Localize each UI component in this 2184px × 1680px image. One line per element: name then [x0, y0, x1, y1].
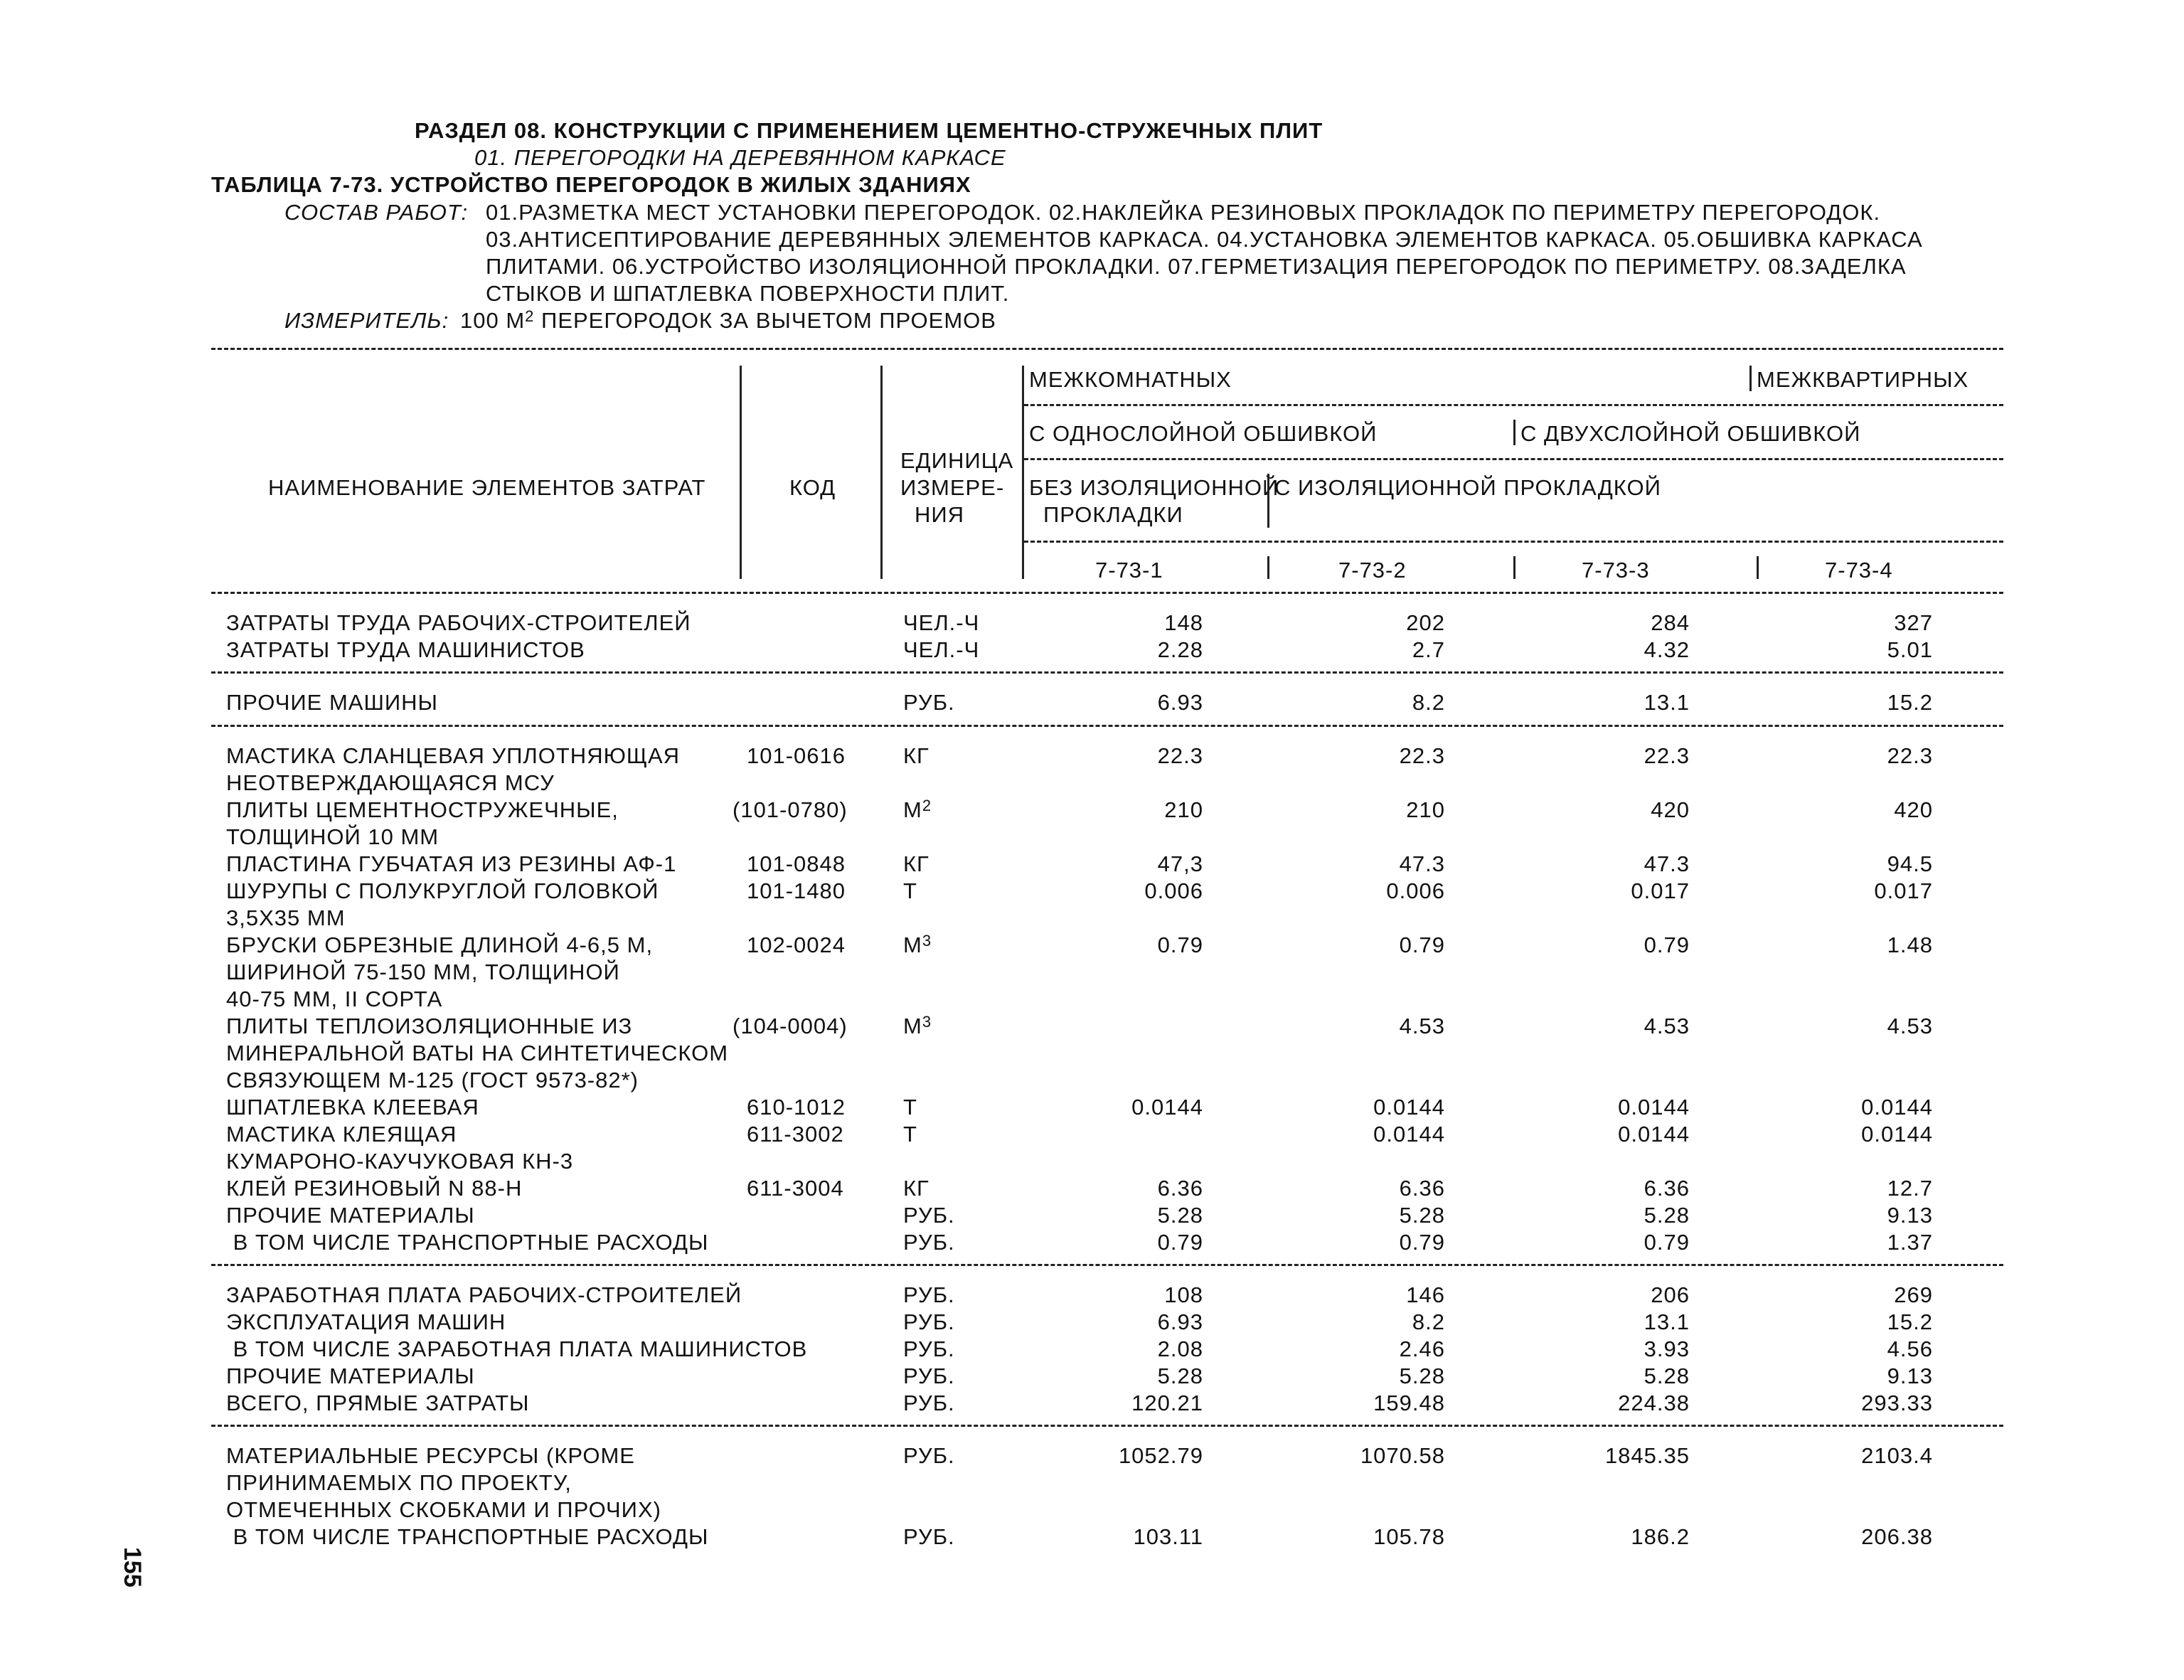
section-title: РАЗДЕЛ 08. КОНСТРУКЦИИ С ПРИМЕНЕНИЕМ ЦЕМЕНТНО-СТРУЖЕЧНЫХ ПЛИТ	[415, 118, 1323, 143]
work-label: СОСТАВ РАБОТ:	[284, 200, 469, 225]
row-code: 101-1480	[747, 878, 846, 903]
row-unit: ЧЕЛ.-Ч	[903, 637, 980, 662]
row-value-3: 13.1	[1644, 690, 1690, 715]
row-value-2: 2.7	[1412, 637, 1445, 662]
row-group-rule	[211, 1425, 2003, 1427]
row-value-1: 148	[1164, 610, 1203, 635]
row-name: МАСТИКА КЛЕЯЩАЯ	[226, 1122, 457, 1147]
row-name: БРУСКИ ОБРЕЗНЫЕ ДЛИНОЙ 4-6,5 М,	[226, 932, 654, 957]
row-value-4: 4.56	[1887, 1336, 1933, 1361]
rule-top	[211, 348, 2003, 350]
row-unit: $М^2$	[903, 797, 932, 822]
row-name: ПРОЧИЕ МАШИНЫ	[226, 690, 438, 715]
rule-head-bottom	[211, 592, 2003, 594]
row-code: (104-0004)	[733, 1014, 848, 1038]
row-name: ЭКСПЛУАТАЦИЯ МАШИН	[226, 1309, 506, 1334]
row-name: ВСЕГО, ПРЯМЫЕ ЗАТРАТЫ	[226, 1391, 530, 1415]
head-no-insul-1: БЕЗ ИЗОЛЯЦИОННОЙ	[1029, 475, 1279, 500]
row-unit: ЧЕЛ.-Ч	[903, 610, 980, 635]
row-name: ПЛИТЫ ТЕПЛОИЗОЛЯЦИОННЫЕ ИЗ	[226, 1014, 633, 1038]
row-value-3: 186.2	[1631, 1524, 1690, 1549]
row-value-1: 0.0144	[1131, 1095, 1203, 1120]
row-name: ШУРУПЫ С ПОЛУКРУГЛОЙ ГОЛОВКОЙ	[226, 878, 659, 903]
row-code: 611-3002	[747, 1122, 844, 1147]
row-value-4: 0.0144	[1861, 1122, 1933, 1147]
subsection-title: 01. ПЕРЕГОРОДКИ НА ДЕРЕВЯННОМ КАРКАСЕ	[474, 145, 1006, 170]
row-name: ОТМЕЧЕННЫХ СКОБКАМИ И ПРОЧИХ)	[226, 1497, 661, 1522]
measure-label: ИЗМЕРИТЕЛЬ:	[284, 308, 449, 333]
row-group-rule	[211, 671, 2003, 674]
row-value-2: 159.48	[1373, 1391, 1445, 1415]
head-double: С ДВУХСЛОЙНОЙ ОБШИВКОЙ	[1520, 421, 1861, 446]
row-name: 3,5Х35 ММ	[226, 905, 346, 930]
row-code: 101-0616	[747, 743, 846, 768]
sep-interapartment	[1749, 366, 1752, 391]
row-code: 101-0848	[747, 851, 846, 876]
row-value-4: 9.13	[1887, 1203, 1933, 1228]
row-value-3: 47.3	[1644, 851, 1690, 876]
row-value-1: 6.93	[1157, 1309, 1203, 1334]
row-value-1: 6.93	[1157, 690, 1203, 715]
row-value-3: 13.1	[1644, 1309, 1690, 1334]
row-name: МАТЕРИАЛЬНЫЕ РЕСУРСЫ (КРОМЕ	[226, 1443, 635, 1468]
row-name: ПРИНИМАЕМЫХ ПО ПРОЕКТУ,	[226, 1470, 572, 1495]
head-interapartment: МЕЖКВАРТИРНЫХ	[1757, 367, 1969, 392]
col-code-2: 7-73-2	[1338, 558, 1407, 583]
row-value-1: 47,3	[1157, 851, 1203, 876]
rule-h3	[1024, 541, 2003, 543]
row-value-1: 2.08	[1157, 1336, 1203, 1361]
row-value-2: 202	[1406, 610, 1445, 635]
row-value-1: 22.3	[1157, 743, 1203, 768]
row-name: ПЛАСТИНА ГУБЧАТАЯ ИЗ РЕЗИНЫ АФ-1	[226, 851, 677, 876]
table-title: ТАБЛИЦА 7-73. УСТРОЙСТВО ПЕРЕГОРОДОК В ЖИЛЫХ ЗДАНИЯХ	[211, 172, 971, 197]
row-value-2: 0.79	[1399, 1230, 1445, 1255]
row-unit: Т	[903, 1095, 917, 1120]
row-value-2: 6.36	[1399, 1176, 1445, 1201]
row-unit: $М^3$	[903, 932, 932, 957]
row-group-rule	[211, 725, 2003, 727]
row-value-2: 8.2	[1412, 1309, 1445, 1334]
row-value-3: 0.017	[1631, 878, 1690, 903]
row-value-4: 1.37	[1887, 1230, 1933, 1255]
row-name: 40-75 ММ, II СОРТА	[226, 987, 443, 1011]
row-code: 102-0024	[747, 932, 846, 957]
row-value-2: 5.28	[1399, 1203, 1445, 1228]
row-code: 611-3004	[747, 1176, 844, 1201]
row-unit: РУБ.	[903, 1203, 955, 1228]
row-unit: Т	[903, 878, 917, 903]
row-value-3: 3.93	[1644, 1336, 1690, 1361]
work-line-3: ПЛИТАМИ. 06.УСТРОЙСТВО ИЗОЛЯЦИОННОЙ ПРОКЛАДКИ. 07.ГЕРМЕТИЗАЦИЯ ПЕРЕГОРОДОК ПО ПЕРИМЕТРУ. 08.ЗАДЕЛКА	[486, 254, 1907, 279]
row-name: ПЛИТЫ ЦЕМЕНТНОСТРУЖЕЧНЫЕ,	[226, 797, 619, 822]
row-value-2: 5.28	[1399, 1363, 1445, 1388]
row-unit: РУБ.	[903, 1282, 955, 1307]
page-number: 155	[119, 1547, 146, 1588]
row-value-4: 206.38	[1861, 1524, 1933, 1549]
row-unit: КГ	[903, 743, 929, 768]
row-value-1: 0.79	[1157, 1230, 1203, 1255]
work-line-2: 03.АНТИСЕПТИРОВАНИЕ ДЕРЕВЯННЫХ ЭЛЕМЕНТОВ КАРКАСА. 04.УСТАНОВКА ЭЛЕМЕНТОВ КАРКАСА. 05.ОБШИВКА КАРКАСА	[486, 227, 1923, 252]
sep-c3	[1513, 556, 1516, 579]
sep-double	[1513, 420, 1516, 445]
row-name: КУМАРОНО-КАУЧУКОВАЯ КН-3	[226, 1149, 574, 1174]
row-unit: РУБ.	[903, 1391, 955, 1415]
row-value-3: 1845.35	[1604, 1443, 1690, 1468]
col-code-1: 7-73-1	[1095, 558, 1163, 583]
row-value-3: 0.0144	[1618, 1095, 1690, 1120]
row-name: ЗАТРАТЫ ТРУДА РАБОЧИХ-СТРОИТЕЛЕЙ	[226, 610, 691, 635]
col-sep-unit	[880, 366, 883, 579]
row-code: (101-0780)	[733, 797, 848, 822]
row-name: В ТОМ ЧИСЛЕ ТРАНСПОРТНЫЕ РАСХОДЫ	[226, 1230, 709, 1255]
row-unit: РУБ.	[903, 1336, 955, 1361]
sep-c4	[1757, 556, 1759, 579]
row-value-4: 269	[1894, 1282, 1933, 1307]
sep-c2	[1267, 556, 1269, 579]
row-name: НЕОТВЕРЖДАЮЩАЯСЯ МСУ	[226, 770, 555, 795]
row-code: 610-1012	[747, 1095, 846, 1120]
row-value-3: 4.32	[1644, 637, 1690, 662]
row-value-2: 1070.58	[1360, 1443, 1445, 1468]
row-value-4: 9.13	[1887, 1363, 1933, 1388]
row-unit: РУБ.	[903, 1443, 955, 1468]
row-value-3: 224.38	[1618, 1391, 1690, 1415]
row-name: КЛЕЙ РЕЗИНОВЫЙ N 88-Н	[226, 1176, 523, 1201]
row-name: ЗАТРАТЫ ТРУДА МАШИНИСТОВ	[226, 637, 585, 662]
row-value-2: 146	[1406, 1282, 1445, 1307]
row-value-3: 6.36	[1644, 1176, 1690, 1201]
row-value-3: 0.0144	[1618, 1122, 1690, 1147]
measure-text: 100 $М^2$ ПЕРЕГОРОДОК ЗА ВЫЧЕТОМ ПРОЕМОВ	[460, 307, 996, 333]
row-unit: РУБ.	[903, 1363, 955, 1388]
row-unit: РУБ.	[903, 1230, 955, 1255]
row-value-3: 5.28	[1644, 1363, 1690, 1388]
row-value-4: 15.2	[1887, 1309, 1933, 1334]
row-name: ПРОЧИЕ МАТЕРИАЛЫ	[226, 1203, 475, 1228]
head-unit-1: ЕДИНИЦА	[900, 448, 1014, 473]
row-value-2: 0.0144	[1373, 1122, 1445, 1147]
row-value-1: 0.79	[1157, 932, 1203, 957]
row-name: ПРОЧИЕ МАТЕРИАЛЫ	[226, 1363, 475, 1388]
row-value-2: 0.79	[1399, 932, 1445, 957]
col-code-4: 7-73-4	[1825, 558, 1893, 583]
row-value-3: 22.3	[1644, 743, 1690, 768]
row-name: ШИРИНОЙ 75-150 ММ, ТОЛЩИНОЙ	[226, 959, 620, 984]
row-value-4: 0.017	[1874, 878, 1933, 903]
row-value-1: 120.21	[1131, 1391, 1203, 1415]
row-value-1: 103.11	[1133, 1524, 1203, 1549]
row-value-4: 22.3	[1887, 743, 1933, 768]
row-value-2: 210	[1406, 797, 1445, 822]
head-with-insul: С ИЗОЛЯЦИОННОЙ ПРОКЛАДКОЙ	[1274, 475, 1661, 500]
head-unit-3: НИЯ	[915, 502, 965, 527]
row-value-4: 4.53	[1887, 1014, 1933, 1038]
row-value-1: 108	[1164, 1282, 1203, 1307]
row-value-4: 15.2	[1887, 690, 1933, 715]
row-value-1: 0.006	[1144, 878, 1203, 903]
rule-h2	[1024, 458, 2003, 460]
row-value-2: 105.78	[1373, 1524, 1445, 1549]
row-value-3: 284	[1651, 610, 1690, 635]
row-value-2: 0.006	[1386, 878, 1445, 903]
row-value-4: 12.7	[1887, 1176, 1933, 1201]
row-unit: КГ	[903, 851, 929, 876]
row-unit: $М^3$	[903, 1013, 932, 1038]
row-value-4: 293.33	[1861, 1391, 1933, 1415]
row-value-4: 0.0144	[1861, 1095, 1933, 1120]
col-code-3: 7-73-3	[1582, 558, 1650, 583]
row-name: СВЯЗУЮЩЕМ М-125 (ГОСТ 9573-82*)	[226, 1068, 639, 1092]
head-single: С ОДНОСЛОЙНОЙ ОБШИВКОЙ	[1029, 421, 1378, 446]
row-value-3: 206	[1651, 1282, 1690, 1307]
row-value-1: 210	[1164, 797, 1203, 822]
rule-h1	[1024, 404, 2003, 406]
row-unit: КГ	[903, 1176, 929, 1201]
row-value-2: 8.2	[1412, 690, 1445, 715]
head-interroom: МЕЖКОМНАТНЫХ	[1029, 367, 1232, 392]
row-name: ЗАРАБОТНАЯ ПЛАТА РАБОЧИХ-СТРОИТЕЛЕЙ	[226, 1282, 742, 1307]
row-value-2: 4.53	[1399, 1014, 1445, 1038]
row-unit: Т	[903, 1122, 917, 1147]
row-name: МАСТИКА СЛАНЦЕВАЯ УПЛОТНЯЮЩАЯ	[226, 743, 681, 768]
row-name: МИНЕРАЛЬНОЙ ВАТЫ НА СИНТЕТИЧЕСКОМ	[226, 1041, 729, 1065]
row-unit: РУБ.	[903, 1309, 955, 1334]
row-name: В ТОМ ЧИСЛЕ ЗАРАБОТНАЯ ПЛАТА МАШИНИСТОВ	[226, 1336, 808, 1361]
row-unit: РУБ.	[903, 690, 955, 715]
row-value-2: 0.0144	[1373, 1095, 1445, 1120]
row-unit: РУБ.	[903, 1524, 955, 1549]
row-name: ТОЛЩИНОЙ 10 ММ	[226, 824, 440, 849]
sep-with-insul	[1267, 474, 1269, 528]
row-value-3: 420	[1651, 797, 1690, 822]
row-value-4: 327	[1894, 610, 1933, 635]
col-sep-values	[1022, 366, 1024, 579]
row-value-4: 94.5	[1887, 851, 1933, 876]
row-value-4: 2103.4	[1861, 1443, 1933, 1468]
row-name: ШПАТЛЕВКА КЛЕЕВАЯ	[226, 1095, 479, 1120]
row-value-1: 2.28	[1157, 637, 1203, 662]
row-value-1: 5.28	[1157, 1363, 1203, 1388]
head-unit-2: ИЗМЕРЕ-	[900, 475, 1005, 500]
row-value-4: 1.48	[1887, 932, 1933, 957]
row-value-1: 5.28	[1157, 1203, 1203, 1228]
row-value-3: 4.53	[1644, 1014, 1690, 1038]
row-value-1: 6.36	[1157, 1176, 1203, 1201]
row-value-1: 1052.79	[1118, 1443, 1203, 1468]
row-name: В ТОМ ЧИСЛЕ ТРАНСПОРТНЫЕ РАСХОДЫ	[226, 1524, 709, 1549]
col-sep-code	[740, 366, 742, 579]
row-value-3: 0.79	[1644, 932, 1690, 957]
work-line-1: 01.РАЗМЕТКА МЕСТ УСТАНОВКИ ПЕРЕГОРОДОК. 02.НАКЛЕЙКА РЕЗИНОВЫХ ПРОКЛАДОК ПО ПЕРИМЕТРУ ПЕРЕГОРОДОК.	[486, 200, 1881, 225]
row-value-4: 5.01	[1887, 637, 1933, 662]
row-value-2: 47.3	[1399, 851, 1445, 876]
row-group-rule	[211, 1264, 2003, 1266]
row-value-2: 22.3	[1399, 743, 1445, 768]
row-value-2: 2.46	[1399, 1336, 1445, 1361]
head-name: НАИМЕНОВАНИЕ ЭЛЕМЕНТОВ ЗАТРАТ	[268, 475, 706, 500]
row-value-3: 5.28	[1644, 1203, 1690, 1228]
head-code: КОД	[789, 475, 836, 500]
head-no-insul-2: ПРОКЛАДКИ	[1043, 502, 1183, 527]
row-value-3: 0.79	[1644, 1230, 1690, 1255]
work-line-4: СТЫКОВ И ШПАТЛЕВКА ПОВЕРХНОСТИ ПЛИТ.	[486, 281, 1010, 306]
row-value-4: 420	[1894, 797, 1933, 822]
